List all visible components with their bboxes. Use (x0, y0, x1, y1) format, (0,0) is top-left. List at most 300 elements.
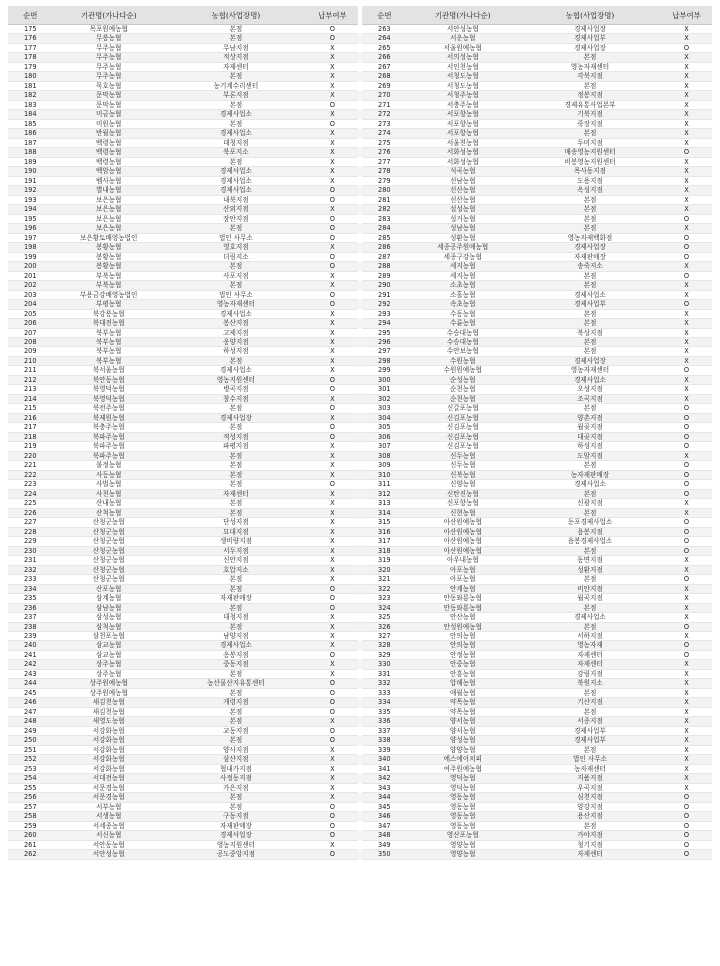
site-name: 자재판매장 (165, 594, 307, 603)
site-name: 음봉경제사업소 (519, 537, 661, 546)
site-name: 도암지점 (519, 451, 661, 460)
payment-status: X (661, 556, 712, 565)
row-number: 317 (362, 537, 407, 546)
site-name: 경제사업소 (165, 110, 307, 119)
row-number: 216 (8, 413, 53, 422)
payment-status: O (307, 736, 358, 745)
table-row (8, 840, 712, 849)
organization-name: 북전주농협 (53, 404, 165, 413)
site-name: 자재센터 (165, 62, 307, 71)
row-number: 184 (8, 110, 53, 119)
row-number: 289 (362, 271, 407, 280)
page (8, 6, 712, 860)
site-name: 영농자재센터 (519, 366, 661, 375)
row-number: 249 (8, 726, 53, 735)
organization-name: 북영덕농협 (53, 385, 165, 394)
organization-name: 무주농협 (53, 62, 165, 71)
site-name: 농산물산지유통센터 (165, 679, 307, 688)
table-row (8, 262, 712, 271)
payment-status: O (307, 195, 358, 204)
site-name: 본점 (165, 499, 307, 508)
payment-status: O (661, 243, 712, 252)
payment-status: X (307, 660, 358, 669)
row-number: 291 (362, 290, 407, 299)
row-number: 272 (362, 110, 407, 119)
site-name: 가야지점 (519, 831, 661, 840)
organization-name: 아산원예농협 (407, 527, 519, 536)
payment-status: X (661, 565, 712, 574)
site-name: 구동지점 (165, 812, 307, 821)
payment-status: X (661, 679, 712, 688)
payment-status: X (661, 394, 712, 403)
row-number: 294 (362, 319, 407, 328)
payment-status: O (661, 821, 712, 830)
row-number: 207 (8, 328, 53, 337)
table-row (8, 660, 712, 669)
site-name: 본점 (519, 622, 661, 631)
site-name: 경제사업소 (165, 309, 307, 318)
row-number: 189 (8, 157, 53, 166)
site-name: 창수지점 (165, 394, 307, 403)
site-name: 본점 (519, 575, 661, 584)
payment-status: X (661, 594, 712, 603)
organization-name: 아산원예농협 (407, 546, 519, 555)
site-name: 영농자재백화점 (519, 233, 661, 242)
table-row (8, 43, 712, 52)
row-number: 324 (362, 603, 407, 612)
table-row (8, 650, 712, 659)
payment-status: X (307, 764, 358, 773)
organization-name: 무주농협 (53, 43, 165, 52)
row-number: 250 (8, 736, 53, 745)
site-name: 본점 (165, 603, 307, 612)
payment-status: X (661, 290, 712, 299)
organization-name: 산청군농협 (53, 546, 165, 555)
row-number: 335 (362, 707, 407, 716)
site-name: 본점 (519, 508, 661, 517)
organization-name: 서부농협 (53, 802, 165, 811)
site-name: 농자재판매장 (519, 470, 661, 479)
site-name: 대곶지점 (519, 432, 661, 441)
row-number: 340 (362, 755, 407, 764)
table-row (8, 72, 712, 81)
row-number: 237 (8, 613, 53, 622)
row-number: 246 (8, 698, 53, 707)
row-number: 227 (8, 518, 53, 527)
table-row (8, 736, 712, 745)
row-number: 180 (8, 72, 53, 81)
organization-name: 신김포농협 (407, 442, 519, 451)
organization-name: 서세종농협 (53, 821, 165, 830)
organization-name: 무주농협 (53, 53, 165, 62)
row-number: 290 (362, 281, 407, 290)
site-name: 본점 (519, 404, 661, 413)
organization-name: 보은농협 (53, 195, 165, 204)
row-number: 285 (362, 233, 407, 242)
site-name: 경제사업소 (519, 480, 661, 489)
site-name: 본점 (165, 356, 307, 365)
payment-status: O (661, 489, 712, 498)
site-name: 경제사업소 (165, 176, 307, 185)
row-number: 305 (362, 423, 407, 432)
payment-status: X (661, 660, 712, 669)
row-number: 210 (8, 356, 53, 365)
payment-status: O (307, 850, 358, 859)
site-name: 자재판매장 (165, 821, 307, 830)
organization-name: 서신농협 (53, 831, 165, 840)
payment-status: X (307, 622, 358, 631)
site-name: 본점 (165, 622, 307, 631)
row-number: 229 (8, 537, 53, 546)
organization-name: 새김천농협 (53, 698, 165, 707)
payment-status: X (307, 176, 358, 185)
row-number: 268 (362, 72, 407, 81)
payment-status: X (661, 726, 712, 735)
payment-status: X (661, 736, 712, 745)
payment-status: X (661, 176, 712, 185)
organization-name: 신양농협 (407, 480, 519, 489)
site-name: 목사동지점 (519, 167, 661, 176)
site-name: 본점 (165, 281, 307, 290)
row-number: 230 (8, 546, 53, 555)
organization-name: 북강릉농협 (53, 309, 165, 318)
payment-status: X (307, 451, 358, 460)
site-name: 산외지점 (165, 205, 307, 214)
organization-name: 사천농협 (53, 489, 165, 498)
site-name: 성환지점 (519, 565, 661, 574)
organization-name: 서울천농협 (407, 138, 519, 147)
payment-status: X (661, 262, 712, 271)
row-number: 342 (362, 774, 407, 783)
payment-status: O (661, 366, 712, 375)
payment-status: X (661, 717, 712, 726)
organization-name: 석곡농협 (407, 167, 519, 176)
organization-name: 백령농협 (53, 148, 165, 157)
table-row (8, 508, 712, 517)
payment-status: X (661, 774, 712, 783)
row-number: 321 (362, 575, 407, 584)
site-name: 본점 (519, 461, 661, 470)
site-name: 개령지점 (165, 698, 307, 707)
row-number: 319 (362, 556, 407, 565)
site-name: 본점 (165, 802, 307, 811)
table-row (8, 432, 712, 441)
organization-name: 신두농협 (407, 451, 519, 460)
payment-status: O (307, 100, 358, 109)
payment-status: O (661, 840, 712, 849)
organization-name: 선남농협 (407, 176, 519, 185)
row-number: 211 (8, 366, 53, 375)
payment-status: X (661, 385, 712, 394)
payment-status: X (661, 281, 712, 290)
payment-status: X (661, 157, 712, 166)
payment-status: O (307, 375, 358, 384)
row-number: 336 (362, 717, 407, 726)
site-name: 강림지점 (519, 669, 661, 678)
row-number: 288 (362, 262, 407, 271)
row-number: 330 (362, 660, 407, 669)
site-name: 가은지점 (165, 783, 307, 792)
row-number: 282 (362, 205, 407, 214)
site-name: 부론지점 (165, 91, 307, 100)
row-number: 333 (362, 688, 407, 697)
organization-name: 신현농협 (407, 508, 519, 517)
payment-status: O (307, 650, 358, 659)
payment-status: X (661, 72, 712, 81)
row-number: 322 (362, 584, 407, 593)
payment-status: O (661, 300, 712, 309)
site-name: 묘대지점 (165, 527, 307, 536)
organization-name: 불정농협 (53, 461, 165, 470)
table-row (8, 119, 712, 128)
payment-status: O (661, 622, 712, 631)
site-name: 정봉지점 (519, 91, 661, 100)
organization-name: 아우내농협 (407, 556, 519, 565)
row-number: 283 (362, 214, 407, 223)
payment-status: O (661, 233, 712, 242)
organization-name: 서생농협 (53, 812, 165, 821)
row-number: 315 (362, 518, 407, 527)
site-name: 본점 (165, 119, 307, 128)
payment-status: O (307, 233, 358, 242)
payment-status: X (661, 110, 712, 119)
payment-status: O (307, 802, 358, 811)
table-row (8, 584, 712, 593)
site-name: 기산지점 (519, 698, 661, 707)
site-name: 경제사업부 (519, 736, 661, 745)
table-row (8, 62, 712, 71)
organization-name: 무릉농협 (53, 34, 165, 43)
organization-name: 아포농협 (407, 575, 519, 584)
payment-status: X (307, 337, 358, 346)
organization-name: 서운농협 (407, 34, 519, 43)
site-name: 비봉영농지원센터 (519, 157, 661, 166)
row-number: 248 (8, 717, 53, 726)
payment-status: O (307, 119, 358, 128)
table-row (8, 527, 712, 536)
payment-status: X (307, 783, 358, 792)
payment-status: X (661, 375, 712, 384)
payment-status: X (307, 148, 358, 157)
site-name: 영농자재 (519, 641, 661, 650)
table-row (8, 167, 712, 176)
table-row (8, 480, 712, 489)
row-number: 182 (8, 91, 53, 100)
table-row (8, 413, 712, 422)
organization-name: 서포항농협 (407, 110, 519, 119)
payment-status: X (307, 442, 358, 451)
organization-name: 보은농협 (53, 214, 165, 223)
row-number: 202 (8, 281, 53, 290)
site-name: 본점 (165, 688, 307, 697)
organization-name: 산청군농협 (53, 556, 165, 565)
row-number: 326 (362, 622, 407, 631)
organization-name: 수승대농협 (407, 328, 519, 337)
organization-name: 북부농협 (53, 337, 165, 346)
row-number: 199 (8, 252, 53, 261)
payment-status: X (661, 508, 712, 517)
organization-name: 산척농협 (53, 508, 165, 517)
site-name: 본점 (519, 81, 661, 90)
site-name: 본점 (519, 271, 661, 280)
row-number: 338 (362, 736, 407, 745)
payment-status: X (307, 243, 358, 252)
site-name: 본점 (519, 53, 661, 62)
payment-status: O (307, 252, 358, 261)
organization-name: 부용금강배영농법인 (53, 290, 165, 299)
organization-name: 목포원예농협 (53, 25, 165, 34)
table-row (8, 537, 712, 546)
table-row (8, 81, 712, 90)
site-name: 경제사업소 (165, 167, 307, 176)
row-number: 181 (8, 81, 53, 90)
site-name: 무남지점 (165, 43, 307, 52)
organization-name: 서인천농협 (407, 62, 519, 71)
site-name: 서종지점 (519, 717, 661, 726)
organization-name: 백암농협 (53, 167, 165, 176)
site-name: 자재센터 (519, 660, 661, 669)
table-row (8, 603, 712, 612)
organization-name: 신갈포농협 (407, 404, 519, 413)
organization-name: 세지농협 (407, 271, 519, 280)
row-number: 239 (8, 632, 53, 641)
row-number: 253 (8, 764, 53, 773)
row-number: 311 (362, 480, 407, 489)
table-row (8, 632, 712, 641)
organization-name: 서안성농협 (53, 850, 165, 859)
organization-name: 서화성농협 (407, 148, 519, 157)
organization-name: 북영덕농협 (53, 394, 165, 403)
row-number: 320 (362, 565, 407, 574)
payment-status: O (307, 707, 358, 716)
site-name: 본점 (519, 347, 661, 356)
organization-name: 수원원예농협 (407, 366, 519, 375)
organization-name: 서문경농협 (53, 783, 165, 792)
row-number: 349 (362, 840, 407, 849)
row-number: 245 (8, 688, 53, 697)
payment-status: O (307, 594, 358, 603)
table-row (8, 764, 712, 773)
payment-status: X (307, 546, 358, 555)
site-name: 양촌지점 (519, 413, 661, 422)
organization-name: 산포농협 (53, 584, 165, 593)
payment-status: O (661, 470, 712, 479)
row-number: 346 (362, 812, 407, 821)
table-row (8, 309, 712, 318)
row-number: 261 (8, 840, 53, 849)
row-number: 270 (362, 91, 407, 100)
row-number: 299 (362, 366, 407, 375)
table-row (8, 129, 712, 138)
payment-status: X (661, 584, 712, 593)
organization-name: 안중농협 (407, 660, 519, 669)
row-number: 220 (8, 451, 53, 460)
table-row (8, 707, 712, 716)
payment-status: O (661, 413, 712, 422)
payment-status: X (307, 138, 358, 147)
payment-status: O (661, 812, 712, 821)
header-paid-left: 납부여부 (307, 6, 358, 25)
organization-name: 산청군농협 (53, 527, 165, 536)
site-name: 경제유통사업본부 (519, 100, 661, 109)
site-name: 생비량지점 (165, 537, 307, 546)
table-row (8, 812, 712, 821)
payment-status: X (661, 100, 712, 109)
organization-name: 별내농협 (53, 186, 165, 195)
table-row (8, 394, 712, 403)
payment-status: X (661, 319, 712, 328)
payment-status: O (661, 480, 712, 489)
site-name: 교동지점 (165, 726, 307, 735)
site-name: 신광지점 (519, 499, 661, 508)
organization-name: 안성원예농협 (407, 622, 519, 631)
row-number: 233 (8, 575, 53, 584)
table-row (8, 641, 712, 650)
organization-name: 삼교농협 (53, 641, 165, 650)
row-number: 258 (8, 812, 53, 821)
row-number: 217 (8, 423, 53, 432)
payment-status: X (661, 698, 712, 707)
organization-name: 안의농협 (407, 632, 519, 641)
row-number: 225 (8, 499, 53, 508)
row-number: 194 (8, 205, 53, 214)
site-name: 죽장지점 (519, 119, 661, 128)
organization-name: 소초농협 (407, 281, 519, 290)
organization-name: 영동농협 (407, 802, 519, 811)
row-number: 279 (362, 176, 407, 185)
organization-name: 북부농협 (53, 328, 165, 337)
site-name: 자재센터 (519, 650, 661, 659)
organization-name: 삼교농협 (53, 650, 165, 659)
site-name: 북포지소 (165, 148, 307, 157)
header-no-left: 순번 (8, 6, 53, 25)
site-name: 우곡지점 (519, 783, 661, 792)
site-name: 호압지소 (165, 565, 307, 574)
row-number: 267 (362, 62, 407, 71)
payment-status: O (307, 214, 358, 223)
organization-name: 신북농협 (407, 470, 519, 479)
row-number: 251 (8, 745, 53, 754)
site-name: 본점 (519, 309, 661, 318)
payment-status: O (307, 603, 358, 612)
payment-status: X (661, 669, 712, 678)
site-name: 본점 (519, 688, 661, 697)
payment-status: X (307, 470, 358, 479)
row-number: 212 (8, 375, 53, 384)
site-name: 경제사업소 (519, 290, 661, 299)
organization-name: 북안동농협 (53, 375, 165, 384)
table-row (8, 698, 712, 707)
payment-status: O (661, 546, 712, 555)
payment-status: X (661, 745, 712, 754)
organization-name: 사등농협 (53, 470, 165, 479)
table-row (8, 356, 712, 365)
organization-name: 안계농협 (407, 584, 519, 593)
organization-name: 서강화농협 (53, 726, 165, 735)
site-name: 본점 (519, 821, 661, 830)
table-row (8, 470, 712, 479)
payment-status: O (661, 214, 712, 223)
row-number: 314 (362, 508, 407, 517)
header-org-right: 기관명(가나다순) (407, 6, 519, 25)
payment-status: X (307, 110, 358, 119)
row-number: 347 (362, 821, 407, 830)
site-name: 적성지점 (165, 432, 307, 441)
site-name: 경제사업장 (165, 413, 307, 422)
row-number: 318 (362, 546, 407, 555)
site-name: 경제사업장 (519, 25, 661, 34)
organization-name: 속초농협 (407, 300, 519, 309)
